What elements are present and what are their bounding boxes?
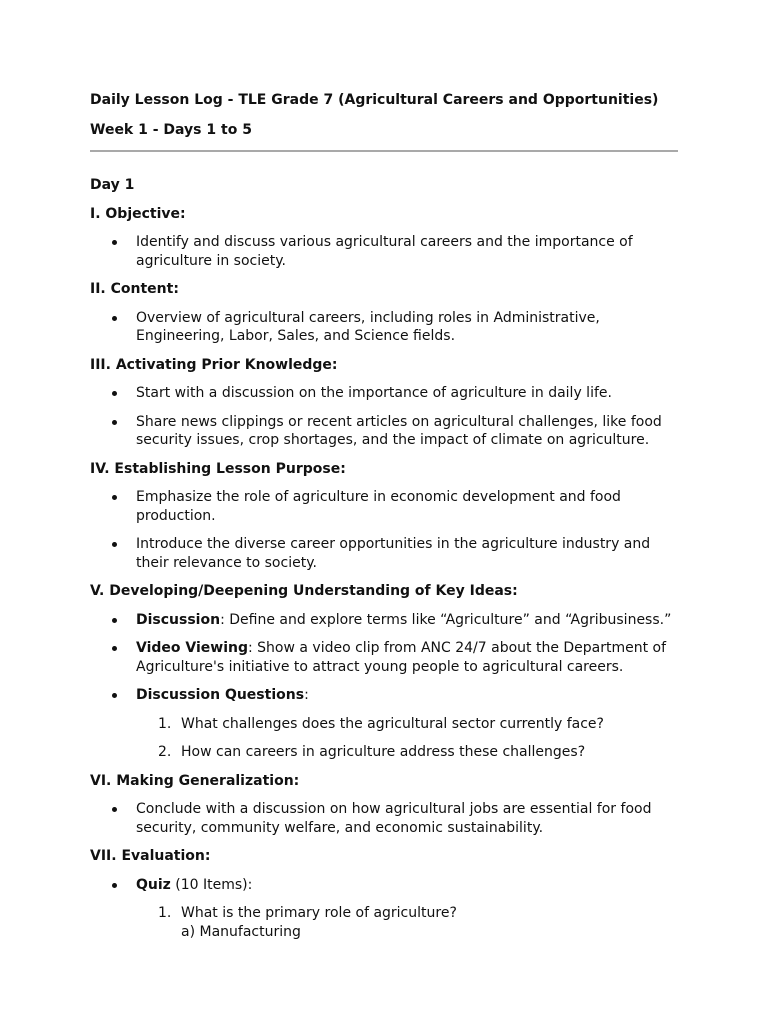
list-item-text: Conclude with a discussion on how agricultural jobs are essential for food security, community welfare, and economic sustainability. <box>136 801 652 836</box>
list-item-text: Overview of agricultural careers, including roles in Administrative, Engineering, Labor, Sales, and Science fields. <box>136 309 600 344</box>
discussion-questions-list <box>136 715 678 762</box>
list-item <box>90 488 678 525</box>
question-number: 2. <box>158 744 172 760</box>
section-heading-prior-knowledge: III. Activating Prior Knowledge: <box>90 356 338 373</box>
objective-list <box>90 233 678 270</box>
lesson-log-document <box>90 91 678 951</box>
lesson-purpose-list <box>90 488 678 572</box>
section-heading-objective: I. Objective: <box>90 205 186 222</box>
list-item <box>90 876 678 942</box>
list-item-text: Emphasize the role of agriculture in economic development and food production. <box>136 489 621 524</box>
list-item-text: Share news clippings or recent articles on agricultural challenges, like food security issues, crop shortages, and the impact of climate on agriculture. <box>136 413 662 448</box>
list-item <box>90 611 678 630</box>
list-item <box>90 686 678 762</box>
bullet-icon <box>112 646 117 651</box>
answer-option: a) Manufacturing <box>181 923 301 940</box>
question-text: What is the primary role of agriculture? <box>181 905 457 921</box>
list-item <box>90 384 678 403</box>
quiz-questions-list <box>136 904 678 941</box>
list-item <box>90 233 678 270</box>
section-heading-key-ideas: V. Developing/Deepening Understanding of Key Ideas: <box>90 583 518 599</box>
question-number: 1. <box>158 905 172 921</box>
quiz-question-item <box>136 904 678 941</box>
list-item <box>90 413 678 450</box>
day-label: Day 1 <box>90 177 135 193</box>
prior-knowledge-list <box>90 384 678 450</box>
bullet-icon <box>112 807 117 812</box>
section-heading-evaluation: VII. Evaluation: <box>90 848 211 864</box>
bullet-icon <box>112 542 117 547</box>
bullet-icon <box>112 240 117 245</box>
question-text: How can careers in agriculture address these challenges? <box>181 744 586 760</box>
list-item <box>90 639 678 676</box>
bullet-icon <box>112 693 117 698</box>
section-heading-lesson-purpose: IV. Establishing Lesson Purpose: <box>90 460 346 477</box>
section-heading-generalization: VI. Making Generalization: <box>90 772 300 789</box>
discussion-text: : Define and explore terms like “Agriculture” and “Agribusiness.” <box>220 611 672 628</box>
generalization-list <box>90 800 678 837</box>
bullet-icon <box>112 495 117 500</box>
discussion-label: Discussion <box>136 611 221 628</box>
list-item <box>90 800 678 837</box>
header-divider <box>90 150 678 152</box>
week-label: Week 1 - Days 1 to 5 <box>90 121 252 138</box>
discussion-questions-label: Discussion Questions <box>136 687 305 703</box>
question-item <box>136 743 678 762</box>
video-viewing-label: Video Viewing <box>136 640 248 656</box>
list-item <box>90 309 678 346</box>
bullet-icon <box>112 316 117 321</box>
question-text: What challenges does the agricultural sector currently face? <box>181 715 604 732</box>
video-viewing-text: : Show a video clip from ANC 24/7 about the Department of Agriculture's initiative to attract young people to agricultural careers. <box>136 640 667 675</box>
discussion-questions-suffix: : <box>304 687 309 703</box>
bullet-icon <box>112 391 117 396</box>
list-item-text: Start with a discussion on the importance of agriculture in daily life. <box>136 385 612 401</box>
evaluation-list <box>90 876 678 942</box>
bullet-icon <box>112 883 117 888</box>
quiz-suffix: (10 Items): <box>170 876 253 893</box>
bullet-icon <box>112 420 117 425</box>
section-heading-content: II. Content: <box>90 281 179 297</box>
list-item-text: Identify and discuss various agricultural careers and the importance of agriculture in society. <box>136 234 633 269</box>
key-ideas-list <box>90 611 678 762</box>
question-item <box>136 715 678 734</box>
bullet-icon <box>112 618 117 623</box>
document-title: Daily Lesson Log - TLE Grade 7 (Agricultural Careers and Opportunities) <box>90 92 659 108</box>
content-list <box>90 309 678 346</box>
quiz-label: Quiz <box>136 876 171 893</box>
question-number: 1. <box>158 715 172 732</box>
list-item <box>90 535 678 572</box>
list-item-text: Introduce the diverse career opportunities in the agriculture industry and their relevance to society. <box>136 536 651 571</box>
